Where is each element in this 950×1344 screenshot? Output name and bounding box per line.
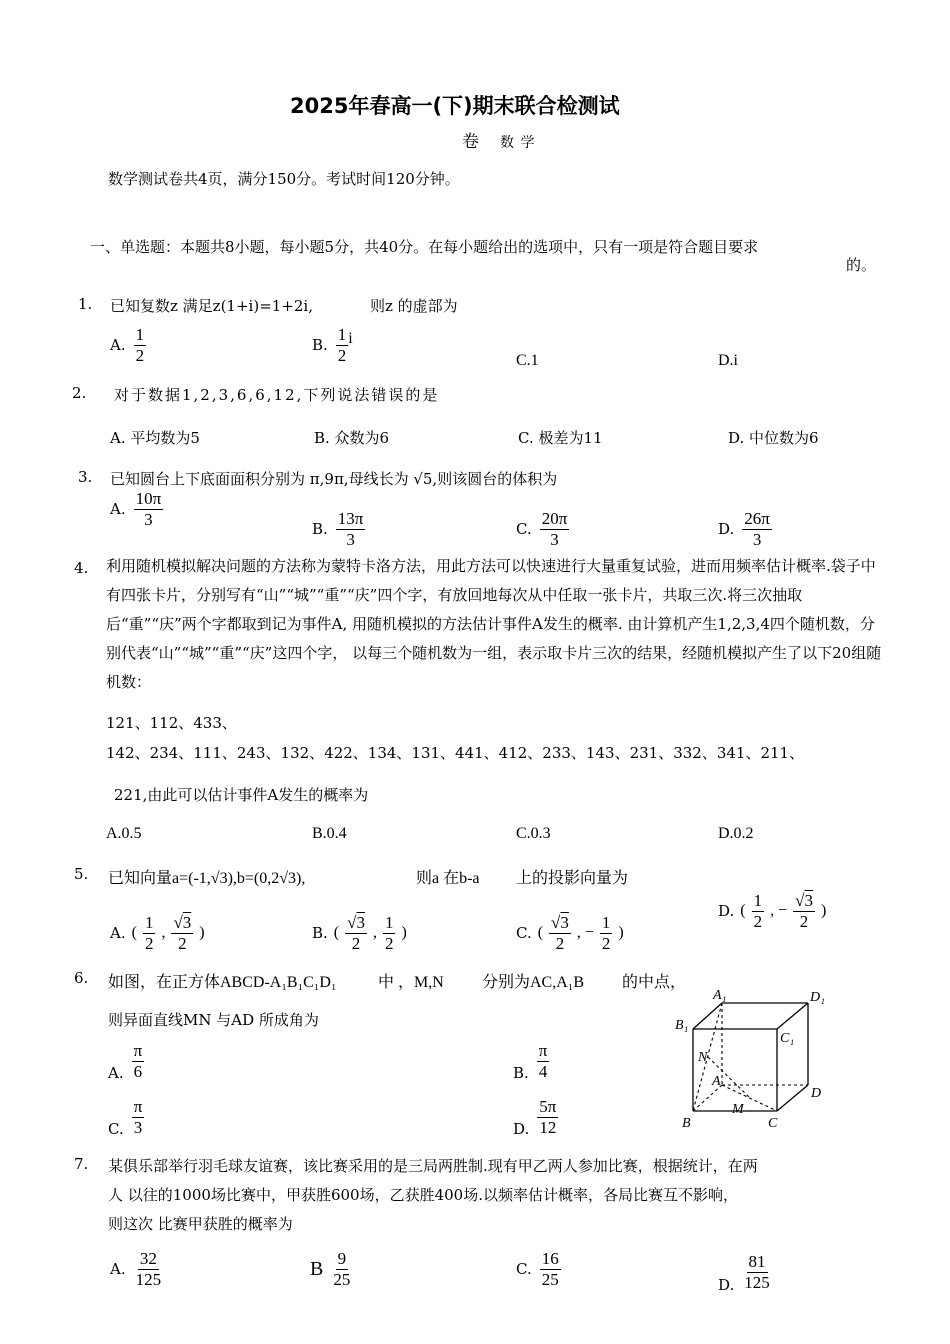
numerator: 1 [337,325,347,344]
q7-stem-line1: 某俱乐部举行羽毛球友谊赛，该比赛采用的是三局两胜制.现有甲乙两人参加比赛，根据统计，在两 [108,1157,758,1175]
fraction [742,510,772,549]
q5-number: 5. [74,865,89,883]
fraction [132,1042,145,1081]
denominator: 2 [135,345,145,365]
fraction [537,1042,550,1081]
numerator: 3 [182,913,192,932]
option-label: B. [513,1064,529,1082]
q6-number: 6. [74,969,89,987]
fraction: $\frac{√3}{2}$ [347,913,365,953]
q6-option-b[interactable] [513,1040,549,1082]
q4-number: 4. [74,559,89,577]
q5-option-d[interactable]: D. ( $\frac{1}{2}$ , − $\frac{√3}{2}$ ) [718,891,827,931]
numerator: 5π [539,1096,557,1116]
edge-cd [777,1085,808,1111]
numerator: π [538,1040,548,1060]
numerator: 16 [541,1249,559,1268]
q6-stem-b: 中 ，M,N [378,974,444,991]
option-label: B. [312,520,328,539]
q4-tail: 221,由此可以估计事件A发生的概率为 [114,786,369,804]
denominator: 2 [178,933,187,953]
q6-option-a[interactable] [108,1040,144,1082]
q1-stem: 已知复数z 满足z(1+i)=1+2i, [110,297,313,315]
q3-option-c[interactable] [516,510,569,549]
q7-option-c[interactable] [516,1250,561,1289]
fraction [540,510,570,549]
option-label: C. [108,1120,124,1138]
label-n: N [698,1050,708,1065]
fraction [336,326,349,365]
numerator: 81 [748,1251,766,1271]
fraction [600,914,613,953]
q7-option-b[interactable] [310,1250,352,1289]
diag-ac [722,1085,777,1111]
numerator: 32 [139,1249,157,1268]
fraction [132,1098,145,1137]
option-label: A. [110,336,126,355]
q6-stem-c: 分别为AC,A₁B [482,974,585,991]
denominator: 4 [538,1061,548,1081]
numerator: π [133,1096,143,1116]
option-label: C. [516,924,532,943]
fraction [336,510,366,549]
denominator: 2 [144,933,154,953]
denominator: 2 [384,933,394,953]
subtitle-subject: 数 学 [500,135,536,151]
q1-option-a[interactable] [110,326,146,365]
option-label: B [310,1257,324,1280]
q6-option-c[interactable] [108,1096,144,1138]
label-c: C [768,1116,778,1131]
denominator: 2 [337,345,347,365]
q7-number: 7. [74,1155,89,1173]
q2-option-d[interactable]: D. 中位数为6 [728,429,819,447]
fraction [383,914,396,953]
denominator: 2 [555,933,565,953]
label-b: B [682,1116,691,1131]
q4-stem: 利用随机模拟解决问题的方法称为蒙特卡洛方法，用此方法可以快速进行大量重复试验，进而用频率估计概率.袋子中有四张卡片，分别写有“山”“城”“重”“庆”四个字，有放回地每次从中任取一张卡片，共取三次.将三次抽取后“重”“庆”两个字都取到记为事件A, 用随机模拟的方法估计事件A发生的概率. 由计算机产生1,2,3,4四个随机数，分别代表“山”“城”“重”“庆”这四个字， 以每三个随机数为一组，表示取卡片三次的结果，经随机模拟产生了以下20组随机数： [106,557,882,691]
option-label: C. [516,1260,532,1279]
fraction: $\frac{√3}{2}$ [795,891,813,931]
numerator: 10π [135,489,162,508]
denominator: 6 [133,1061,143,1081]
numerator: 9 [337,1249,347,1268]
subtitle-juan: 卷 [462,132,479,152]
q1-number: 1. [78,295,93,313]
q3-option-d[interactable] [718,510,772,549]
fraction: $\frac{√3}{2}$ [173,913,192,953]
fraction [331,1250,352,1289]
denominator: 12 [539,1117,557,1137]
q7-stem-line2: 人 以往的1000场比赛中，甲获胜600场，乙获胜400场.以频率估计概率，各局比赛互不影响， [108,1186,738,1204]
q4-option-b[interactable]: B.0.4 [312,825,347,842]
numerator: 13π [337,509,364,528]
q4-random-numbers-1: 121、112、433、 [106,714,237,732]
denominator: 25 [333,1269,351,1289]
q1-option-c[interactable]: C.1 [516,352,539,369]
label-m: M [732,1102,744,1117]
fraction [752,892,765,931]
fraction [540,1250,561,1289]
option-label: B. [312,336,328,355]
q3-option-b[interactable] [312,510,365,549]
numerator: 1 [135,325,145,344]
q1-option-d[interactable]: D.i [718,352,738,369]
q5-stem: 已知向量a=(-1,√3),b=(0,2√3), [108,870,306,887]
fraction [134,1250,164,1289]
option-label: D. [513,1120,530,1138]
q6-option-d[interactable] [513,1096,558,1138]
q3-stem: 已知圆台上下底面面积分别为 π,9π,母线长为 √5,则该圆台的体积为 [110,470,558,488]
q1-option-b[interactable] [312,326,353,365]
numerator: 1 [601,913,611,932]
q5-stem-b: 则a 在b-a [416,870,480,887]
denominator: 125 [135,1269,162,1289]
fraction [742,1253,772,1292]
numerator: 1 [753,891,763,910]
imaginary-unit: i [348,330,353,348]
section-heading-cont: 的。 [846,256,877,274]
q6-stem-line2: 则异面直线MN 与AD 所成角为 [108,1011,319,1029]
fraction [537,1098,558,1137]
denominator: 2 [601,933,611,953]
q2-option-c[interactable]: C. 极差为11 [518,429,603,447]
fraction: $\frac{√3}{2}$ [551,913,569,953]
q4-option-c[interactable]: C.0.3 [516,825,551,842]
fraction [134,490,164,529]
numerator: π [133,1040,143,1060]
exam-intro: 数学测试卷共4页，满分150分。考试时间120分钟。 [108,170,460,188]
denominator: 3 [550,529,559,549]
q5-option-b[interactable]: B. ( $\frac{√3}{2}$ , $\frac{1}{2}$ ) [312,913,407,953]
option-label: A. [110,1260,126,1279]
label-d: D [811,1086,822,1101]
option-label: C. [516,520,532,539]
edge-d1c1 [777,1003,808,1029]
q2-option-b[interactable]: B. 众数为6 [314,429,390,447]
numerator: 20π [541,509,568,528]
denominator: 3 [133,1117,143,1137]
edge-a1b1 [693,1003,722,1029]
numerator: 1 [384,913,394,932]
q2-number: 2. [72,384,87,402]
denominator: 3 [752,529,762,549]
option-label: A. [108,1064,124,1082]
q5-stem-c: 上的投影向量为 [516,870,629,887]
q5-option-a[interactable]: A. ( $\frac{1}{2}$ , $\frac{√3}{2}$ ) [110,913,205,953]
q1-stem-b: 则z 的虚部为 [370,297,458,315]
q3-option-a[interactable] [110,490,163,529]
option-label: A. [110,924,126,943]
option-label: D. [718,902,735,921]
option-label: B. [312,924,328,943]
q3-number: 3. [78,468,93,486]
fraction [134,326,147,365]
denominator: 2 [799,911,809,931]
label-a: A [712,1074,721,1089]
section-heading: 一、单选题：本题共8小题，每小题5分，共40分。在每小题给出的选项中，只有一项是符合题目要求 [90,238,759,256]
label-d1: D₁ [810,990,825,1005]
q6-stem-d: 的中点， [622,974,687,991]
label-c1: C₁ [780,1031,795,1046]
denominator: 2 [753,911,763,931]
numerator: 3 [804,891,813,910]
q2-option-a[interactable]: A. 平均数为5 [110,429,200,447]
page-title: 2025年春高一(下)期末联合检测试 [290,94,620,118]
q2-stem: 对于数据1,2,3,6,6,12,下列说法错误的是 [114,386,440,404]
denominator: 3 [346,529,355,549]
q7-option-d[interactable] [718,1250,772,1294]
q4-random-numbers-2: 142、234、111、243、132、422、134、131、441、412、233、143、231、332、341、211、 [106,744,805,762]
numerator: 3 [356,913,365,932]
option-label: A. [110,500,126,519]
q4-option-d[interactable]: D.0.2 [718,825,754,842]
q7-stem-line3: 则这次 比赛甲获胜的概率为 [108,1215,293,1233]
label-b1: B₁ [675,1018,689,1033]
numerator: 1 [144,913,154,932]
fraction [143,914,156,953]
q4-option-a[interactable]: A.0.5 [106,825,142,842]
label-a1: A₁ [713,988,727,1003]
denominator: 2 [351,933,361,953]
cube-figure [660,985,840,1135]
q6-stem: 如图，在正方体ABCD-A₁B₁C₁D₁ [108,974,337,991]
denominator: 25 [541,1269,559,1289]
q7-option-a[interactable] [110,1250,163,1289]
denominator: 3 [144,509,153,529]
option-label: D. [718,1276,735,1294]
numerator: 3 [560,913,569,932]
q5-option-c[interactable]: C. ( $\frac{√3}{2}$ , − $\frac{1}{2}$ ) [516,913,624,953]
numerator: 26π [744,509,770,528]
option-label: D. [718,520,735,539]
denominator: 125 [744,1272,770,1292]
